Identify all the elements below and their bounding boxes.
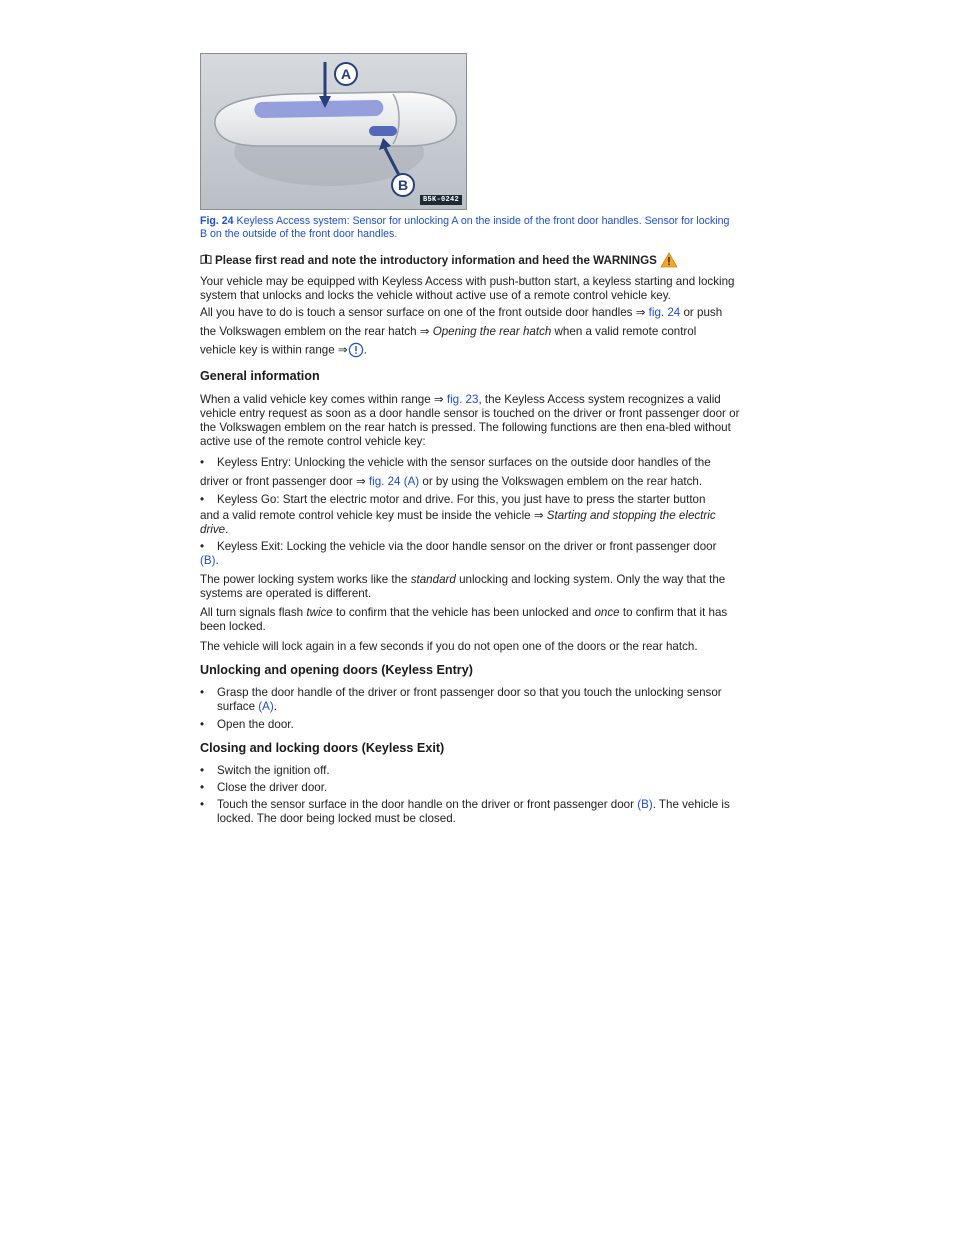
bullet-dot: • <box>200 493 205 506</box>
warning-icon[interactable] <box>660 252 678 270</box>
figure-caption <box>200 215 730 240</box>
keyless-exit-line1: Keyless Exit: Locking the vehicle via the door handle sensor on the driver or front passenger door <box>217 540 717 553</box>
exit-heading: Closing and locking doors (Keyless Exit) <box>200 741 445 755</box>
keyless-exit-end: . <box>215 554 219 567</box>
door-handle-figure <box>200 53 467 210</box>
bullet-dot: • <box>200 540 205 553</box>
general-paragraph-4: The vehicle will lock again in a few seconds if you do not open one of the doors or the rear hatch. <box>200 640 698 653</box>
keyless-entry-text-end: or by using the Volkswagen emblem on the rear hatch. <box>422 475 703 488</box>
bullet-dot: • <box>200 781 205 794</box>
intro-paragraph-3 <box>200 325 740 339</box>
entry-bullet-2-text: Open the door. <box>217 718 294 731</box>
entry-bullet-1-text <box>217 686 740 714</box>
exit-bullet-1 <box>200 764 740 778</box>
intro-paragraph-4 <box>200 342 740 359</box>
general-paragraph-1 <box>200 393 740 449</box>
exit-bullet-3-text <box>217 798 740 826</box>
entry-b1-text: Grasp the door handle of the driver or front passenger door so that you touch the unlocking sensor surface <box>217 686 722 713</box>
figure-label: Fig. 24 <box>200 215 234 227</box>
intro-paragraph-2 <box>200 306 740 320</box>
keyless-exit-line2 <box>200 554 740 568</box>
b-link-exit[interactable]: (B) <box>637 798 653 811</box>
exit-bullet-2-text: Close the driver door. <box>217 781 328 794</box>
general-p3-italic-2: once <box>594 606 620 619</box>
keyless-entry-line2 <box>200 475 740 489</box>
exit-bullet-2 <box>200 781 740 795</box>
general-p3-text: All turn signals flash <box>200 606 304 619</box>
entry-bullet-1 <box>200 686 740 714</box>
keyless-go-line2 <box>200 509 740 537</box>
keyless-go-text: and a valid remote control vehicle key must be inside the vehicle ⇒ <box>200 509 544 522</box>
keyless-exit-bullet <box>200 540 740 554</box>
keyless-go-bullet <box>200 493 740 507</box>
callout-a: A <box>340 66 352 82</box>
entry-b1-end: . <box>273 700 277 713</box>
exit-b3-text-end: . The vehicle is locked. The door being locked must be closed. <box>217 798 730 825</box>
general-p1-text: When a valid vehicle key comes within range ⇒ <box>200 393 444 406</box>
bullet-dot: • <box>200 686 205 699</box>
general-p3-italic-1: twice <box>306 606 333 619</box>
keyless-entry-text: driver or front passenger door ⇒ <box>200 475 366 488</box>
figure-code: B5K-0242 <box>420 195 462 205</box>
intro-p4-text: vehicle key is within range ⇒ <box>200 343 348 357</box>
general-p2-text-end: unlocking and locking system. Only the way that the systems are operated is different. <box>200 573 726 600</box>
door-handle-illustration <box>201 54 467 210</box>
general-p3-text-end: to confirm that it has been locked. <box>200 606 728 633</box>
fig-24-link[interactable]: fig. 24 <box>648 306 681 319</box>
general-p2-text: The power locking system works like the <box>200 573 408 586</box>
general-paragraph-2 <box>200 573 740 601</box>
keyless-go-line1: Keyless Go: Start the electric motor and drive. For this, you just have to press the starter button <box>217 493 706 506</box>
fig-24-a-link[interactable]: fig. 24 (A) <box>368 475 420 488</box>
bullet-dot: • <box>200 456 205 469</box>
keyless-entry-bullet <box>200 456 740 470</box>
bullet-dot: • <box>200 764 205 777</box>
callout-b: B <box>397 177 409 193</box>
exit-bullet-1-text: Switch the ignition off. <box>217 764 330 777</box>
intro-note <box>200 252 740 270</box>
general-heading: General information <box>200 369 320 383</box>
keyless-go-end: . <box>225 523 229 536</box>
book-icon <box>200 254 212 268</box>
entry-heading: Unlocking and opening doors (Keyless Entry) <box>200 663 473 677</box>
intro-p3-text: the Volkswagen emblem on the rear hatch ⇒ <box>200 325 430 338</box>
bullet-dot: • <box>200 718 205 731</box>
entry-bullet-2 <box>200 718 740 732</box>
intro-p3-text-end: when a valid remote control <box>554 325 697 338</box>
keyless-entry-line1: Keyless Entry: Unlocking the vehicle with the sensor surfaces on the outside door handles of the <box>217 456 711 469</box>
general-p2-italic: standard <box>410 573 456 586</box>
intro-paragraph-1: Your vehicle may be equipped with Keyless Access with push-button start, a keyless starting and locking system that unlocks and locks the vehicle without active use of a remote control vehicle key. <box>200 275 735 302</box>
exit-b3-text: Touch the sensor surface in the door handle on the driver or front passenger door <box>217 798 634 811</box>
general-p3-text-mid: to confirm that the vehicle has been unlocked and <box>336 606 592 619</box>
figure-caption-text: Keyless Access system: Sensor for unlocking A on the inside of the front door handles. Sensor for locking B on the outside of the front door handles. <box>200 215 730 240</box>
intro-p2-text-end: or push <box>683 306 723 319</box>
attention-icon[interactable] <box>348 342 364 359</box>
exit-bullet-3 <box>200 798 740 826</box>
b-link[interactable]: (B) <box>200 554 216 567</box>
fig-23-link[interactable]: fig. 23 <box>446 393 479 406</box>
intro-p4-end: . <box>363 343 367 357</box>
general-p1-text-end: , the Keyless Access system recognizes a valid vehicle entry request as soon as a door handle sensor is touched on the driver or front passenger door or the Volkswagen emblem on the rear hatch is pressed. The following functions are then ena-bled without active use of the remote control vehicle key: <box>200 393 740 448</box>
bullet-dot: • <box>200 798 205 811</box>
intro-p2-text: All you have to do is touch a sensor surface on one of the front outside door handles ⇒ <box>200 306 646 319</box>
electric-drive-reference[interactable]: Starting and stopping the electric drive <box>200 509 716 536</box>
a-link[interactable]: (A) <box>258 700 274 713</box>
general-paragraph-3 <box>200 606 740 634</box>
intro-note-text: Please first read and note the introductory information and heed the WARNINGS <box>215 254 657 268</box>
rear-hatch-reference[interactable]: Opening the rear hatch <box>432 325 552 338</box>
